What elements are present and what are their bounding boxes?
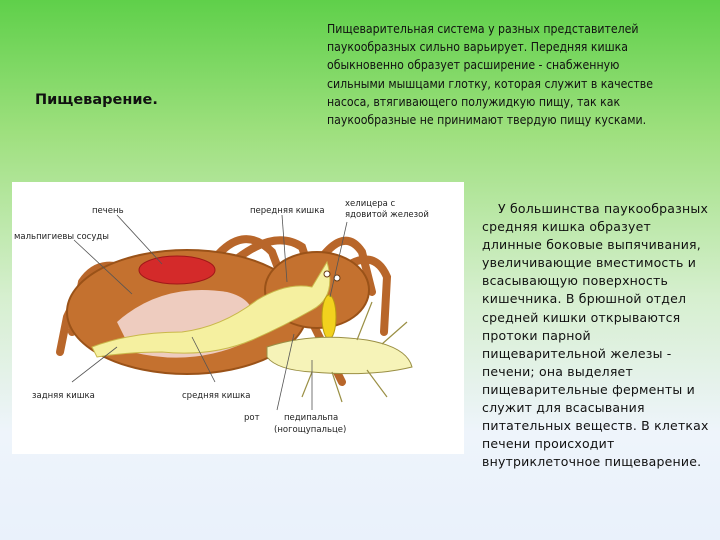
liver-shape xyxy=(139,256,215,284)
label-midgut: средняя кишка xyxy=(182,391,251,401)
side-paragraph xyxy=(482,200,714,471)
chelicera-gland-shape xyxy=(322,295,336,339)
label-pedipalp-1: педипальпа xyxy=(284,413,339,423)
label-malpighian: мальпигиевы сосуды xyxy=(14,232,109,242)
label-mouth: рот xyxy=(244,413,260,423)
prey-insect xyxy=(267,337,412,373)
label-hindgut: задняя кишка xyxy=(32,391,95,401)
label-chelicera-2: ядовитой железой xyxy=(345,210,429,220)
label-liver: печень xyxy=(92,206,124,216)
slide-title: Пищеварение. xyxy=(35,92,158,108)
intro-paragraph: Пищеварительная система у разных представителей паукообразных сильно варьирует. Передняя кишка обыкновенно образует расширение - снабженную сильными мышцами глотку, которая служит в качестве насоса, втягивающего полужидкую пищу, так как паукообразные не принимают твердую пищу кусками. xyxy=(327,22,653,128)
label-pedipalp-2: (ногощупальце) xyxy=(274,425,347,435)
side-paragraph-text: У большинства паукообразных средняя кишка образует длинные боковые выпячивания, увеличивающие вместимость и всасывающую поверхность кишечника. В брюшной отдел средней кишки открываются протоки парной пищеварительной железы - печени; она выделяет пищеварительные ферменты и служит для всасывания питательных веществ. В клетках печени происходит внутриклеточное пищеварение. xyxy=(482,201,709,470)
spider-digestive-diagram xyxy=(12,182,464,454)
spider-eye xyxy=(324,271,330,277)
label-foregut: передняя кишка xyxy=(250,206,325,216)
diagram-svg xyxy=(12,182,464,454)
label-chelicera-1: хелицера с xyxy=(345,199,396,209)
